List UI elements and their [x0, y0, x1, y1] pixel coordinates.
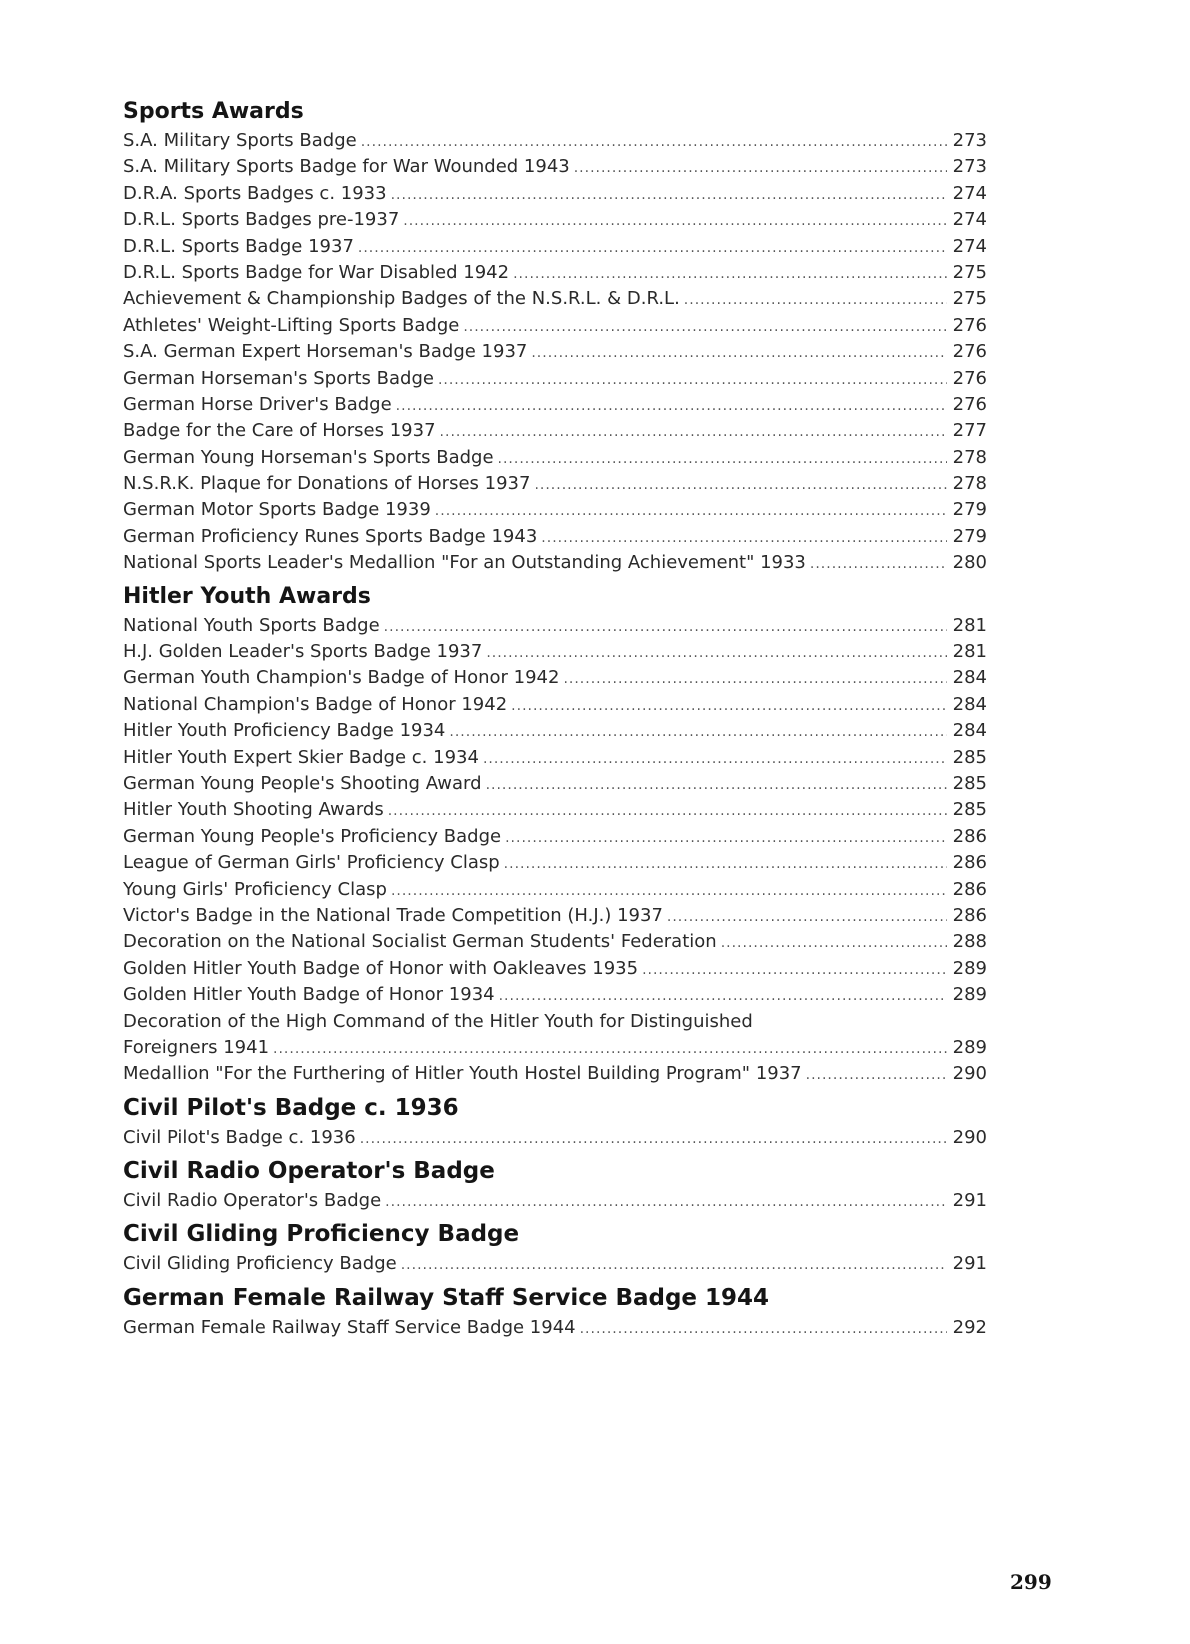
toc-entry [123, 128, 987, 154]
toc-entry [123, 850, 987, 876]
toc-entry-page: 273 [952, 130, 987, 151]
dot-leader [403, 208, 946, 233]
dot-leader [396, 393, 947, 418]
toc-entry [123, 639, 987, 665]
toc-entry-page: 289 [952, 1036, 987, 1058]
dot-leader [504, 851, 947, 876]
toc-entry-title: Civil Radio Operator's Badge [123, 1190, 382, 1212]
toc-entry-title: Civil Gliding Proficiency Badge [123, 1253, 397, 1275]
dot-leader [391, 878, 947, 903]
toc-section [123, 1218, 987, 1277]
toc-entry-title: German Proficiency Runes Sports Badge 1943 [123, 525, 538, 547]
toc-entry [123, 771, 987, 797]
toc-entry-title: S.A. Military Sports Badge for War Wounded 1943 [123, 156, 570, 178]
toc-entry-page: 292 [952, 1316, 987, 1338]
dot-leader [541, 525, 946, 550]
toc-entry-title: Badge for the Care of Horses 1937 [123, 420, 436, 442]
toc-entry-title: S.A. German Expert Horseman's Badge 1937 [123, 341, 528, 363]
toc-entry-page: 288 [952, 931, 987, 953]
dot-leader [440, 419, 947, 444]
toc-entry [123, 1061, 987, 1087]
toc-section [123, 1092, 987, 1151]
toc-entry-page: 285 [952, 799, 987, 821]
toc-entry [123, 1035, 987, 1061]
toc-entry-title: National Youth Sports Badge [123, 614, 380, 636]
toc-entry [123, 234, 987, 260]
dot-leader [642, 957, 947, 982]
toc-entry [123, 718, 987, 744]
dot-leader [435, 498, 947, 523]
toc-entry-page: 284 [952, 693, 987, 715]
toc-entry-page: 281 [952, 641, 987, 663]
dot-leader [574, 155, 947, 180]
dot-leader [563, 666, 946, 691]
section-heading: German Female Railway Staff Service Badge 1944 [123, 1284, 770, 1311]
toc-entry [123, 339, 987, 365]
dot-leader [667, 904, 947, 929]
dot-leader [483, 746, 947, 771]
toc-entry-title: German Horseman's Sports Badge [123, 367, 434, 389]
toc-entry [123, 1315, 987, 1341]
dot-leader [384, 614, 947, 639]
section-heading: Civil Radio Operator's Badge [123, 1158, 495, 1185]
toc-entry-page: 274 [952, 235, 987, 257]
dot-leader [810, 551, 947, 576]
toc-entry-title: Foreigners 1941 [123, 1036, 270, 1058]
toc-entry [123, 613, 987, 639]
toc-entry [123, 903, 987, 929]
dot-leader [401, 1252, 947, 1277]
dot-leader [388, 798, 947, 823]
toc-entry-title: H.J. Golden Leader's Sports Badge 1937 [123, 641, 483, 663]
toc-entry-title: German Young People's Shooting Award [123, 772, 482, 794]
toc-entry [123, 286, 987, 312]
toc-entry-page: 285 [952, 746, 987, 768]
toc-entry-title: German Young People's Proficiency Badge [123, 825, 502, 847]
toc-entry-page: 276 [952, 393, 987, 415]
toc-section [123, 1282, 987, 1341]
toc-entry-title: D.R.L. Sports Badges pre-1937 [123, 209, 400, 231]
toc-entry [123, 797, 987, 823]
dot-leader [360, 1126, 947, 1151]
toc-entry-page: 274 [952, 209, 987, 231]
dot-leader [580, 1316, 947, 1341]
toc-entry [123, 692, 987, 718]
toc-entry [123, 366, 987, 392]
toc-entry-title: D.R.L. Sports Badge 1937 [123, 235, 354, 257]
section-heading: Civil Gliding Proficiency Badge [123, 1221, 520, 1248]
toc-entry [123, 550, 987, 576]
dot-leader [513, 261, 947, 286]
toc-section [123, 96, 987, 577]
toc-entry [123, 745, 987, 771]
toc-entry-page: 286 [952, 878, 987, 900]
toc-entry-title: League of German Girls' Proficiency Clasp [123, 852, 500, 874]
toc-entry [123, 181, 987, 207]
toc-entry [123, 877, 987, 903]
toc-entry [123, 665, 987, 691]
toc-entry-page: 278 [952, 446, 987, 468]
toc-entry [123, 260, 987, 286]
toc-entry [123, 524, 987, 550]
toc-entry-page: 279 [952, 525, 987, 547]
toc-entry [123, 1251, 987, 1277]
toc-entry [123, 824, 987, 850]
table-of-contents [123, 96, 987, 1341]
toc-entry [123, 497, 987, 523]
toc-entry-page: 289 [952, 984, 987, 1006]
toc-entry [123, 956, 987, 982]
toc-entry-title: Hitler Youth Proficiency Badge 1934 [123, 720, 446, 742]
toc-entry-page: 284 [952, 667, 987, 689]
section-heading: Hitler Youth Awards [123, 583, 371, 609]
toc-entry-title: D.R.L. Sports Badge for War Disabled 1942 [123, 261, 510, 283]
dot-leader [463, 314, 946, 339]
toc-entry-title: D.R.A. Sports Badges c. 1933 [123, 182, 387, 204]
toc-entry-page: 276 [952, 367, 987, 389]
toc-entry-title: National Champion's Badge of Honor 1942 [123, 693, 508, 715]
toc-entry [123, 1188, 987, 1214]
dot-leader [486, 772, 947, 797]
toc-entry [123, 313, 987, 339]
toc-entry-title: German Young Horseman's Sports Badge [123, 446, 494, 468]
toc-entry-page: 280 [952, 552, 987, 574]
dot-leader [534, 472, 946, 497]
toc-entry-page: 286 [952, 852, 987, 874]
toc-entry-title: Hitler Youth Expert Skier Badge c. 1934 [123, 746, 479, 768]
toc-entry-page: 276 [952, 314, 987, 336]
toc-entry [123, 418, 987, 444]
toc-entry-page: 291 [952, 1190, 987, 1212]
toc-entry-title: Civil Pilot's Badge c. 1936 [123, 1126, 356, 1148]
toc-entry-page: 284 [952, 720, 987, 742]
toc-entry-page: 273 [952, 156, 987, 178]
toc-entry-page: 286 [952, 825, 987, 847]
toc-entry-title: German Horse Driver's Badge [123, 393, 392, 415]
toc-entry-page: 276 [952, 341, 987, 363]
toc-entry [123, 207, 987, 233]
toc-entry-page: 279 [952, 499, 987, 521]
toc-entry [123, 154, 987, 180]
toc-entry-title: Young Girls' Proficiency Clasp [123, 878, 387, 900]
toc-section [123, 1155, 987, 1214]
toc-entry-page: 275 [952, 261, 987, 283]
toc-entry-title: Victor's Badge in the National Trade Competition (H.J.) 1937 [123, 904, 663, 926]
toc-entry-title: German Female Railway Staff Service Badge 1944 [123, 1316, 576, 1338]
toc-section [123, 581, 987, 1088]
dot-leader [391, 182, 947, 207]
dot-leader [511, 693, 946, 718]
toc-entry-page: 290 [952, 1063, 987, 1085]
toc-entry [123, 471, 987, 497]
toc-entry-page: 286 [952, 904, 987, 926]
toc-entry-title: S.A. Military Sports Badge [123, 130, 357, 151]
dot-leader [498, 446, 947, 471]
toc-entry-page: 281 [952, 614, 987, 636]
toc-entry-title: Achievement & Championship Badges of the N.S.R.L. & D.R.L. [123, 288, 680, 310]
toc-entry-title: German Youth Champion's Badge of Honor 1942 [123, 667, 560, 689]
section-heading: Civil Pilot's Badge c. 1936 [123, 1094, 459, 1121]
toc-entry-page: 285 [952, 772, 987, 794]
dot-leader [358, 235, 947, 260]
page-number: 299 [1010, 1570, 1052, 1594]
toc-entry [123, 982, 987, 1008]
toc-entry-page: 278 [952, 473, 987, 495]
toc-entry [123, 445, 987, 471]
toc-entry-title: National Sports Leader's Medallion "For an Outstanding Achievement" 1933 [123, 552, 806, 574]
toc-entry [123, 392, 987, 418]
section-heading: Sports Awards [123, 99, 304, 124]
toc-entry-title: Medallion "For the Furthering of Hitler Youth Hostel Building Program" 1937 [123, 1063, 802, 1085]
toc-entry-page: 274 [952, 182, 987, 204]
toc-entry-page: 290 [952, 1126, 987, 1148]
toc-entry-title: N.S.R.K. Plaque for Donations of Horses 1937 [123, 473, 531, 495]
toc-entry-page: 289 [952, 957, 987, 979]
dot-leader [505, 825, 947, 850]
toc-entry-title: Golden Hitler Youth Badge of Honor 1934 [123, 984, 495, 1006]
dot-leader [438, 367, 947, 392]
dot-leader [499, 983, 947, 1008]
toc-entry-title: Decoration on the National Socialist German Students' Federation [123, 931, 717, 953]
toc-entry-page: 275 [952, 288, 987, 310]
toc-entry-title: Hitler Youth Shooting Awards [123, 799, 384, 821]
dot-leader [531, 340, 946, 365]
dot-leader [385, 1189, 946, 1214]
toc-entry-title: Athletes' Weight-Lifting Sports Badge [123, 314, 460, 336]
toc-entry [123, 1125, 987, 1151]
dot-leader [361, 129, 947, 154]
dot-leader [449, 719, 946, 744]
toc-entry-title: Golden Hitler Youth Badge of Honor with Oakleaves 1935 [123, 957, 639, 979]
dot-leader [273, 1036, 947, 1061]
dot-leader [684, 287, 947, 312]
dot-leader [486, 640, 946, 665]
dot-leader [721, 930, 947, 955]
toc-entry-page: 291 [952, 1253, 987, 1275]
dot-leader [806, 1062, 947, 1087]
toc-entry-title: German Motor Sports Badge 1939 [123, 499, 431, 521]
toc-entry [123, 929, 987, 955]
toc-entry-title-line: Decoration of the High Command of the Hitler Youth for Distinguished [123, 1010, 753, 1032]
toc-entry-page: 277 [952, 420, 987, 442]
